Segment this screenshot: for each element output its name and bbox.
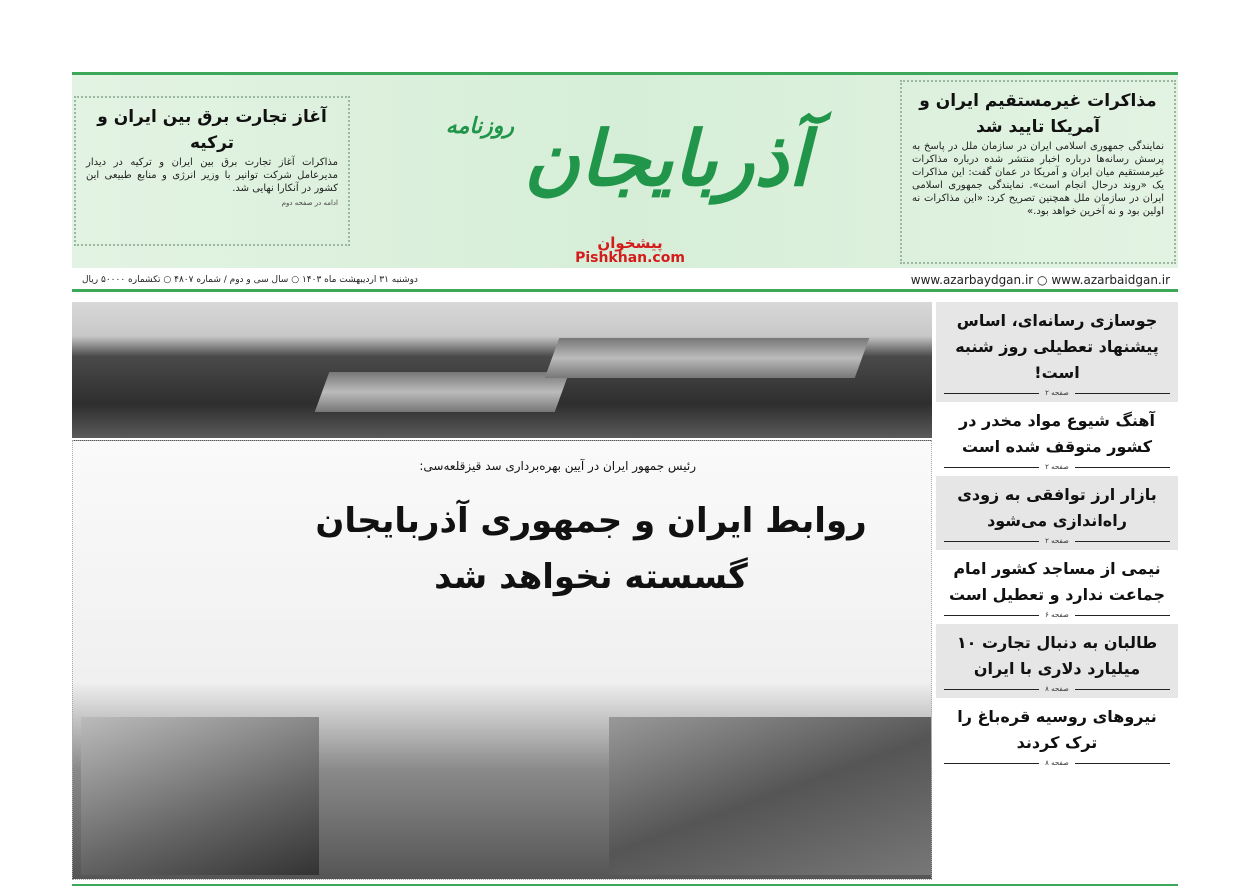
newspaper-logo: آذربایجان bbox=[524, 114, 810, 203]
sidebar-headline: طالبان به دنبال تجارت ۱۰ میلیارد دلاری با ایران bbox=[956, 633, 1158, 678]
headline: مذاکرات غیرمستقیم ایران و آمریکا تایید شد bbox=[919, 91, 1157, 137]
sidebar-item[interactable] bbox=[936, 402, 1178, 476]
azerbaijan-flag bbox=[545, 338, 870, 378]
sidebar-headline: نیروهای روسیه قره‌باغ را ترک کردند bbox=[957, 707, 1157, 752]
bottom-rule bbox=[72, 884, 1178, 886]
sidebar-headlines bbox=[936, 302, 1178, 772]
sidebar-item[interactable] bbox=[936, 698, 1178, 772]
headline: آغاز تجارت برق بین ایران و ترکیه bbox=[97, 107, 327, 153]
iran-flag bbox=[315, 372, 570, 412]
lead-kicker: رئیس جمهور ایران در آیین بهره‌برداری سد قیزقلعه‌سی: bbox=[419, 459, 696, 473]
logo-subtitle: روزنامه bbox=[445, 114, 515, 139]
sidebar-item[interactable] bbox=[936, 624, 1178, 698]
sidebar-headline: نیمی از مساجد کشور امام جماعت ندارد و تعطیل است bbox=[948, 559, 1166, 604]
body-text: مذاکرات آغاز تجارت برق بین ایران و ترکیه در دیدار مدیرعامل شرکت توانیر با وزیر انرژی و منابع طبیعی این کشور در آنکارا نهایی شد. bbox=[86, 157, 338, 194]
logo-area bbox=[360, 84, 895, 234]
watermark bbox=[565, 236, 695, 266]
sidebar-headline: آهنگ شیوع مواد مخدر در کشور متوقف شده است bbox=[959, 411, 1155, 456]
page-ref: صفحه ۲ bbox=[1039, 463, 1075, 471]
page-ref: صفحه ۶ bbox=[1039, 611, 1075, 619]
dam-flags-photo bbox=[72, 302, 932, 438]
page-ref: صفحه ۲ bbox=[1039, 389, 1075, 397]
page-ref: صفحه ۸ bbox=[1039, 685, 1075, 693]
sidebar-headline: بازار ارز توافقی به زودی راه‌اندازی می‌شود bbox=[957, 485, 1157, 530]
watermark-persian: پیشخوان bbox=[597, 234, 663, 252]
sidebar-item[interactable] bbox=[936, 476, 1178, 550]
sidebar-item[interactable] bbox=[936, 302, 1178, 402]
page-ref: صفحه ۸ bbox=[1039, 759, 1075, 767]
dam-aerial-photo bbox=[609, 717, 931, 875]
lead-headline: روابط ایران و جمهوری آذربایجان گسسته نخواهد شد bbox=[315, 501, 867, 597]
lead-story[interactable] bbox=[72, 440, 932, 880]
body-text: نمایندگی جمهوری اسلامی ایران در سازمان ملل در پاسخ به پرسش رسانه‌ها درباره اخبار منتشر شده درباره مذاکرات غیرمستقیم میان ایران و آمریکا در عمان گفت: این مذاکرات یک «روند درحال انجام است». نمایندگی جمهوری اسلامی ایران در سازمان ملل همچنین تصریح کرد: «این مذاکرات نه اولین بود و نه آخرین خواهد بود.» bbox=[912, 141, 1164, 217]
dateline bbox=[72, 268, 1178, 292]
issue-date: دوشنبه ۳۱ اردیبهشت ماه ۱۴۰۳ ○ سال سی و دوم / شماره ۴۸۰۷ ○ تکشماره ۵۰۰۰۰ ریال bbox=[82, 275, 418, 285]
watermark-latin: Pishkhan.com bbox=[575, 250, 685, 266]
page-ref: صفحه ۲ bbox=[1039, 537, 1075, 545]
news-box-electricity[interactable] bbox=[74, 96, 350, 246]
sidebar-item[interactable] bbox=[936, 550, 1178, 624]
continued-note: ادامه در صفحه دوم bbox=[281, 199, 338, 207]
website-urls[interactable]: www.azarbaydgan.ir ○ www.azarbaidgan.ir bbox=[910, 273, 1170, 287]
news-box-negotiations[interactable] bbox=[900, 80, 1176, 264]
sidebar-headline: جوسازی رسانه‌ای، اساس پیشنهاد تعطیلی روز شنبه است! bbox=[955, 311, 1159, 382]
presidents-photo bbox=[81, 717, 319, 875]
